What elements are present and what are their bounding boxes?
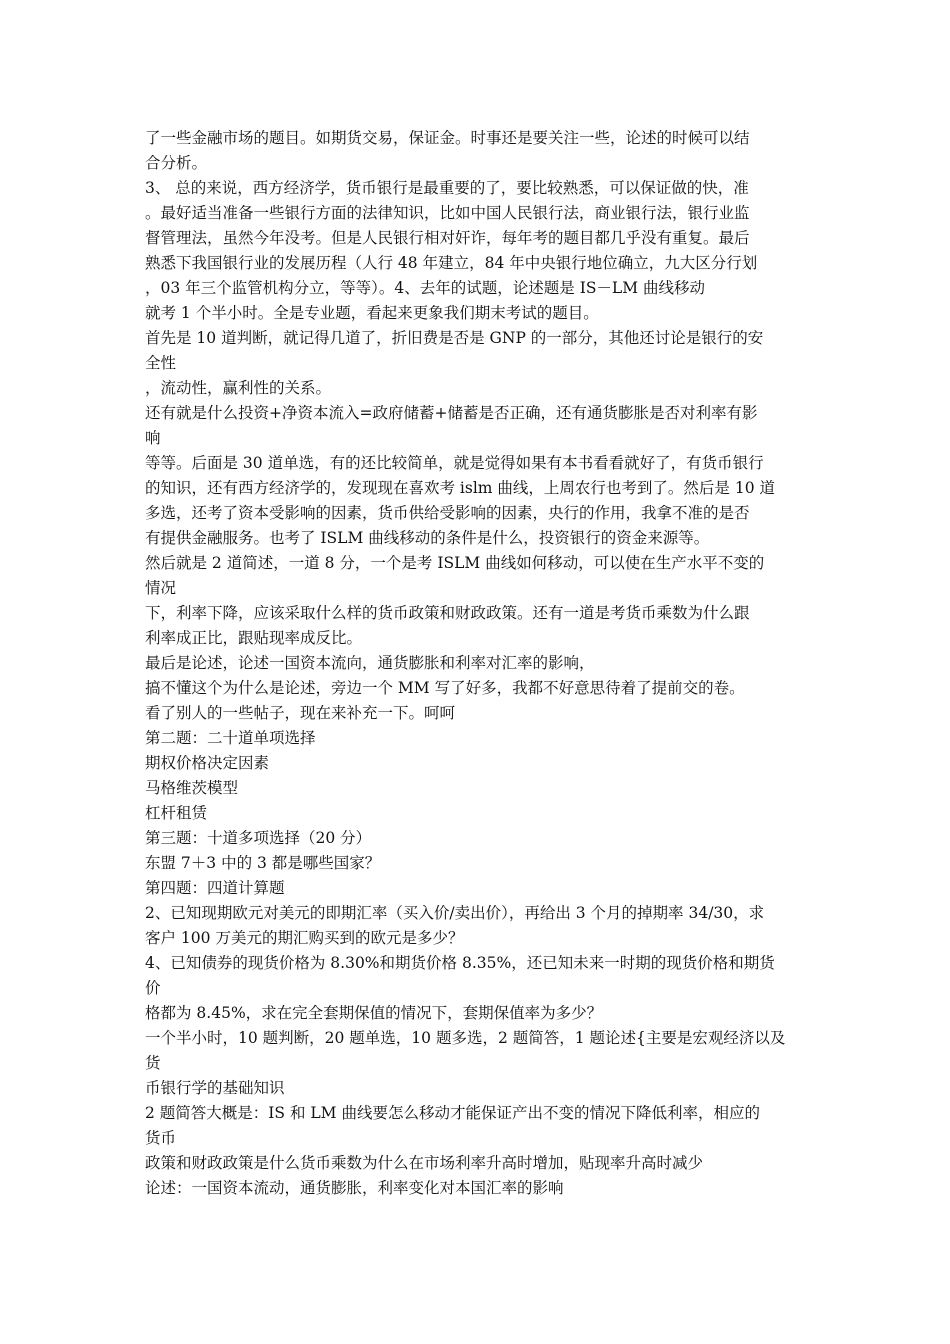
text-line: 利率成正比，跟贴现率成反比。 (145, 629, 363, 647)
text-line: 格都为 8.45%，求在完全套期保值的情况下，套期保值率为多少？ (145, 1004, 603, 1022)
text-line: 然后就是 2 道简述，一道 8 分，一个是考 ISLM 曲线如何移动，可以使在生产水平不变的 (145, 554, 765, 572)
text-line: 了一些金融市场的题目。如期货交易，保证金。时事还是要关注一些，论述的时候可以结 (145, 129, 750, 147)
text-line: 第四题：四道计算题 (145, 879, 285, 897)
document-body (145, 126, 815, 1201)
text-line: 下，利率下降，应该采取什么样的货币政策和财政政策。还有一道是考货币乘数为什么跟 (145, 604, 750, 622)
text-line: 杠杆租赁 (145, 804, 208, 822)
text-line: 客户 100 万美元的期汇购买到的欧元是多少？ (145, 929, 464, 947)
text-line: 4、已知债券的现货价格为 8.30%和期货价格 8.35%，还已知未来一时期的现货价格和期货 (145, 954, 775, 972)
text-line: 。最好适当准备一些银行方面的法律知识，比如中国人民银行法，商业银行法，银行业监 (145, 204, 750, 222)
text-line: 东盟 7＋3 中的 3 都是哪些国家？ (145, 854, 381, 872)
text-line: 论述：一国资本流动，通货膨胀，利率变化对本国汇率的影响 (145, 1179, 564, 1197)
text-line: 币银行学的基础知识 (145, 1079, 285, 1097)
text-line: 情况 (145, 579, 177, 597)
text-line: 合分析。 (145, 154, 208, 172)
text-line: 首先是 10 道判断，就记得几道了，折旧费是否是 GNP 的一部分，其他还讨论是银行的安 (145, 329, 764, 347)
text-line: ，流动性，赢利性的关系。 (145, 379, 332, 397)
text-line: 响 (145, 429, 161, 447)
text-line: 搞不懂这个为什么是论述，旁边一个 MM 写了好多，我都不好意思待着了提前交的卷。 (145, 679, 745, 697)
text-line: 看了别人的一些帖子，现在来补充一下。呵呵 (145, 704, 456, 722)
text-line: 第二题：二十道单项选择 (145, 729, 316, 747)
text-line: 熟悉下我国银行业的发展历程（人行 48 年建立，84 年中央银行地位确立，九大区分行划 (145, 254, 758, 272)
text-line: 就考 1 个半小时。全是专业题，看起来更象我们期末考试的题目。 (145, 304, 599, 322)
text-line: ，03 年三个监管机构分立，等等）。4、去年的试题，论述题是 IS－LM 曲线移动 (145, 279, 706, 297)
text-line: 等等。后面是 30 道单选，有的还比较简单，就是觉得如果有本书看看就好了，有货币银行 (145, 454, 764, 472)
text-line: 3、 总的来说，西方经济学，货币银行是最重要的了，要比较熟悉，可以保证做的快，准 (145, 179, 749, 197)
text-line: 还有就是什么投资+净资本流入=政府储蓄+储蓄是否正确，还有通货膨胀是否对利率有影 (145, 404, 758, 422)
text-line: 最后是论述，论述一国资本流向，通货膨胀和利率对汇率的影响， (145, 654, 595, 672)
text-line: 期权价格决定因素 (145, 754, 270, 772)
text-line: 2 题简答大概是：IS 和 LM 曲线要怎么移动才能保证产出不变的情况下降低利率，相应的 (145, 1104, 760, 1122)
text-line: 多选，还考了资本受影响的因素，货币供给受影响的因素，央行的作用，我拿不准的是否 (145, 504, 750, 522)
text-line: 第三题：十道多项选择（20 分） (145, 829, 372, 847)
text-line: 全性 (145, 354, 177, 372)
text-line: 督管理法，虽然今年没考。但是人民银行相对奸诈，每年考的题目都几乎没有重复。最后 (145, 229, 750, 247)
text-line: 有提供金融服务。也考了 ISLM 曲线移动的条件是什么，投资银行的资金来源等。 (145, 529, 710, 547)
text-line: 马格维茨模型 (145, 779, 239, 797)
text-line: 政策和财政政策是什么货币乘数为什么在市场利率升高时增加，贴现率升高时减少 (145, 1154, 704, 1172)
text-line: 价 (145, 979, 161, 997)
text-line: 的知识，还有西方经济学的，发现现在喜欢考 islm 曲线，上周农行也考到了。然后是 10 道 (145, 479, 776, 497)
text-line: 货币 (145, 1129, 177, 1147)
text-line: 一个半小时，10 题判断，20 题单选，10 题多选，2 题简答，1 题论述{主要是宏观经济以及 (145, 1029, 786, 1047)
text-line: 货 (145, 1054, 161, 1072)
text-line: 2、已知现期欧元对美元的即期汇率（买入价/卖出价），再给出 3 个月的掉期率 34/30，求 (145, 904, 765, 922)
